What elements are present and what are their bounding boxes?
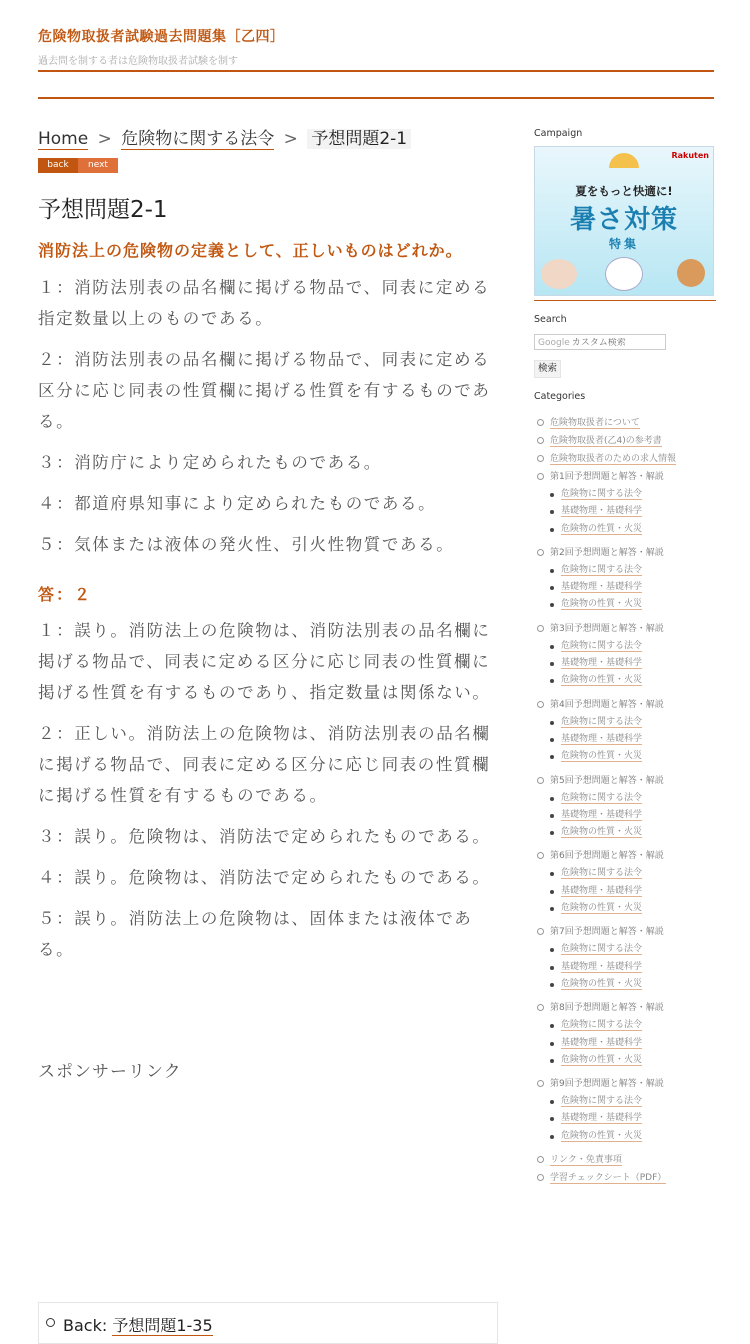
subcategory-list <box>550 1017 716 1069</box>
subcategory-item <box>550 638 716 655</box>
option-item: ５：気体または液体の発火性、引火性物質である。 <box>38 535 455 554</box>
list-bullet-icon <box>537 419 544 426</box>
bullet-icon <box>550 983 554 987</box>
category-link[interactable]: 第4回予想問題と解答・解説 <box>550 699 664 710</box>
category-label-row <box>550 1151 716 1169</box>
category-label-row <box>550 450 716 468</box>
subcategory-item <box>550 941 716 958</box>
bullet-icon <box>550 814 554 818</box>
bullet-icon <box>550 1135 554 1139</box>
banner-subhead: 特集 <box>608 237 639 251</box>
category-item <box>534 620 716 690</box>
subcategory-item <box>550 790 716 807</box>
category-link[interactable]: 第2回予想問題と解答・解説 <box>550 547 664 558</box>
category-item <box>534 696 716 766</box>
subcategory-link[interactable]: 危険物に関する法令 <box>561 564 643 575</box>
subcategory-link[interactable]: 危険物に関する法令 <box>561 944 643 955</box>
option-item: ３：消防庁により定められたものである。 <box>38 453 382 472</box>
bullet-icon <box>550 831 554 835</box>
option-item: １：消防法別表の品名欄に掲げる物品で、同表に定める指定数量以上のものである。 <box>38 278 491 328</box>
bullet-icon <box>550 1100 554 1104</box>
subcategory-item <box>550 1128 716 1145</box>
google-logo: Google <box>538 338 570 348</box>
category-label-row <box>550 1169 716 1187</box>
list-bullet-icon <box>537 777 544 784</box>
category-link[interactable]: 第6回予想問題と解答・解説 <box>550 851 664 862</box>
bullet-icon <box>550 603 554 607</box>
subcategory-link[interactable]: 基礎物理・基礎科学 <box>561 658 643 669</box>
post-navigation <box>38 1302 498 1344</box>
main-content <box>38 128 498 1082</box>
category-link[interactable]: 危険物取扱者について <box>550 418 640 428</box>
breadcrumb-separator: > <box>283 129 298 149</box>
list-bullet-icon <box>46 1318 55 1327</box>
list-bullet-icon <box>537 1174 544 1181</box>
option-item: ２：消防法別表の品名欄に掲げる物品で、同表に定める区分に応じ同表の性質欄に掲げる性質を有するものである。 <box>38 350 491 431</box>
subcategory-link[interactable]: 危険物に関する法令 <box>561 1020 643 1031</box>
list-bullet-icon <box>537 549 544 556</box>
category-list <box>534 414 716 1187</box>
bullet-icon <box>550 528 554 532</box>
categories-widget-title: Categories <box>534 391 586 402</box>
sidebar <box>534 128 716 1187</box>
subcategory-link[interactable]: 危険物に関する法令 <box>561 868 643 879</box>
bullet-icon <box>550 721 554 725</box>
list-bullet-icon <box>537 1004 544 1011</box>
bullet-icon <box>550 1059 554 1063</box>
search-widget-title: Search <box>534 314 567 325</box>
category-label-row <box>550 696 716 714</box>
bullet-icon <box>550 645 554 649</box>
list-bullet-icon <box>537 1156 544 1163</box>
breadcrumb-category-link[interactable]: 危険物に関する法令 <box>121 129 275 149</box>
category-label-row <box>550 999 716 1017</box>
subcategory-list <box>550 562 716 614</box>
bullet-icon <box>550 586 554 590</box>
subcategory-link[interactable]: 基礎物理・基礎科学 <box>561 582 643 593</box>
explanation-item: ３：誤り。危険物は、消防法で定められたものである。 <box>38 827 491 846</box>
subcategory-link[interactable]: 危険物の性質・火災 <box>561 1130 643 1141</box>
subcategory-item <box>550 976 716 993</box>
subcategory-link[interactable]: 危険物の性質・火災 <box>561 675 643 686</box>
category-label-row <box>550 414 716 432</box>
search-field[interactable] <box>534 334 666 350</box>
subcategory-list <box>550 865 716 917</box>
subcategory-item <box>550 883 716 900</box>
category-link[interactable]: 第1回予想問題と解答・解説 <box>550 472 664 482</box>
subcategory-link[interactable]: 危険物に関する法令 <box>561 1096 643 1107</box>
bullet-icon <box>550 872 554 876</box>
category-link[interactable]: 第3回予想問題と解答・解説 <box>550 623 664 634</box>
explanation-item: ５：誤り。消防法上の危険物は、固体または液体である。 <box>38 909 473 959</box>
subcategory-item <box>550 596 716 613</box>
post-title: 予想問題2-1 <box>38 197 168 223</box>
subcategory-item <box>550 1035 716 1052</box>
bullet-icon <box>550 797 554 801</box>
subcategory-list <box>550 1093 716 1145</box>
subcategory-item <box>550 1017 716 1034</box>
subcategory-link[interactable]: 基礎物理・基礎科学 <box>561 809 643 820</box>
bullet-icon <box>550 662 554 666</box>
bullet-icon <box>550 907 554 911</box>
subcategory-item <box>550 748 716 765</box>
subcategory-item <box>550 731 716 748</box>
bullet-icon <box>550 493 554 497</box>
subcategory-item <box>550 486 716 503</box>
bullet-icon <box>550 1117 554 1121</box>
category-link[interactable]: 学習チェックシート（PDF） <box>550 1173 667 1184</box>
subcategory-link[interactable]: 危険物の性質・火災 <box>561 751 643 762</box>
breadcrumb-separator: > <box>97 129 112 149</box>
category-label-row <box>550 468 716 486</box>
bullet-icon <box>550 738 554 742</box>
subcategory-item <box>550 959 716 976</box>
subcategory-link[interactable]: 危険物の性質・火災 <box>561 978 643 989</box>
category-item <box>534 1151 716 1169</box>
bullet-icon <box>550 890 554 894</box>
category-item <box>534 1169 716 1187</box>
list-bullet-icon <box>537 473 544 480</box>
category-item <box>534 847 716 917</box>
subcategory-link[interactable]: 危険物の性質・火災 <box>561 827 643 838</box>
category-label-row <box>550 923 716 941</box>
breadcrumb-home-link[interactable]: Home <box>38 129 89 149</box>
subcategory-item <box>550 807 716 824</box>
back-button[interactable]: back <box>38 158 78 173</box>
subcategory-link[interactable]: 危険物に関する法令 <box>561 640 643 651</box>
subcategory-link[interactable]: 危険物に関する法令 <box>561 489 643 499</box>
sun-icon <box>609 153 639 168</box>
subcategory-item <box>550 1093 716 1110</box>
bullet-icon <box>550 1024 554 1028</box>
bullet-icon <box>550 755 554 759</box>
category-label-row <box>550 432 716 450</box>
option-item: ４：都道府県知事により定められたものである。 <box>38 494 437 513</box>
subcategory-list <box>550 941 716 993</box>
explanation-item: ４：誤り。危険物は、消防法で定められたものである。 <box>38 868 491 887</box>
category-link[interactable]: 危険物取扱者のための求人情報 <box>550 454 677 464</box>
next-button[interactable]: next <box>78 158 118 173</box>
list-bullet-icon <box>537 625 544 632</box>
back-post-link[interactable]: 予想問題1-35 <box>112 1316 213 1335</box>
subcategory-item <box>550 1110 716 1127</box>
list-bullet-icon <box>537 852 544 859</box>
category-item <box>534 1075 716 1145</box>
category-item <box>534 468 716 538</box>
site-title[interactable]: 危険物取扱者試験過去問題集［乙四］ <box>38 29 285 45</box>
list-bullet-icon <box>537 1080 544 1087</box>
girl-illustration-icon <box>541 259 577 289</box>
list-bullet-icon <box>537 455 544 462</box>
category-link[interactable]: リンク・免責事項 <box>550 1155 622 1166</box>
back-post-nav <box>63 1313 213 1336</box>
breadcrumb-current: 予想問題2-1 <box>307 129 411 149</box>
category-link[interactable]: 第8回予想問題と解答・解説 <box>550 1003 664 1014</box>
subcategory-link[interactable]: 基礎物理・基礎科学 <box>561 506 643 517</box>
subcategory-item <box>550 503 716 520</box>
dog-photo-icon <box>677 259 705 287</box>
subcategory-item <box>550 714 716 731</box>
subcategory-item <box>550 824 716 841</box>
question-text: 消防法上の危険物の定義として、正しいものはどれか。 <box>38 241 463 260</box>
list-bullet-icon <box>537 437 544 444</box>
bullet-icon <box>550 948 554 952</box>
subcategory-link[interactable]: 危険物の性質・火災 <box>561 1054 643 1065</box>
subcategory-list <box>550 486 716 538</box>
category-link[interactable]: 第5回予想問題と解答・解説 <box>550 775 664 786</box>
subcategory-item <box>550 1052 716 1069</box>
category-item <box>534 544 716 614</box>
subcategory-link[interactable]: 基礎物理・基礎科学 <box>561 733 643 744</box>
category-label-row <box>550 620 716 638</box>
subcategory-list <box>550 790 716 842</box>
post-pager <box>38 158 498 173</box>
subcategory-link[interactable]: 危険物の性質・火災 <box>561 523 643 534</box>
campaign-widget-title: Campaign <box>534 128 583 139</box>
banner-tagline: 夏をもっと快適に! <box>575 184 673 198</box>
explanation-item: １：誤り。消防法上の危険物は、消防法別表の品名欄に掲げる物品で、同表に定める区分に応じ同表の性質欄に掲げる性質を有するものであり、指定数量は関係ない。 <box>38 621 491 702</box>
campaign-banner[interactable] <box>534 146 714 296</box>
explanation-item: ２：正しい。消防法上の危険物は、消防法別表の品名欄に掲げる物品で、同表に定める区分に応じ同表の性質欄に掲げる性質を有するものである。 <box>38 724 491 805</box>
subcategory-link[interactable]: 危険物の性質・火災 <box>561 903 643 914</box>
category-link[interactable]: 第7回予想問題と解答・解説 <box>550 927 664 938</box>
site-header <box>38 26 714 67</box>
search-input[interactable] <box>572 338 660 348</box>
campaign-divider <box>534 300 716 301</box>
bullet-icon <box>550 679 554 683</box>
breadcrumb <box>38 128 498 150</box>
category-link[interactable]: 危険物取扱者(乙4)の参考書 <box>550 436 662 446</box>
subcategory-link[interactable]: 危険物の性質・火災 <box>561 599 643 610</box>
subcategory-item <box>550 562 716 579</box>
category-label-row <box>550 544 716 562</box>
subcategory-link[interactable]: 危険物に関する法令 <box>561 792 643 803</box>
list-bullet-icon <box>537 928 544 935</box>
rakuten-logo: Rakuten <box>671 151 709 160</box>
category-label-row <box>550 772 716 790</box>
subcategory-link[interactable]: 基礎物理・基礎科学 <box>561 961 643 972</box>
subcategory-item <box>550 655 716 672</box>
subcategory-link[interactable]: 基礎物理・基礎科学 <box>561 885 643 896</box>
category-item <box>534 450 716 468</box>
site-description: 過去問を制する者は危険物取扱者試験を制す <box>38 56 238 67</box>
bear-illustration-icon <box>605 257 643 291</box>
bullet-icon <box>550 569 554 573</box>
subcategory-item <box>550 900 716 917</box>
category-link[interactable]: 第9回予想問題と解答・解説 <box>550 1079 664 1090</box>
category-item <box>534 432 716 450</box>
category-item <box>534 772 716 842</box>
banner-headline: 暑さ対策 <box>569 205 678 235</box>
bullet-icon <box>550 1042 554 1046</box>
category-item <box>534 999 716 1069</box>
bullet-icon <box>550 966 554 970</box>
subcategory-link[interactable]: 危険物に関する法令 <box>561 716 643 727</box>
search-button[interactable]: 検索 <box>534 360 561 378</box>
subcategory-item <box>550 521 716 538</box>
bullet-icon <box>550 510 554 514</box>
category-label-row <box>550 1075 716 1093</box>
answer-heading: 答：２ <box>38 585 93 604</box>
list-bullet-icon <box>537 701 544 708</box>
header-divider <box>38 70 714 72</box>
sponsor-label: スポンサーリンク <box>38 1062 182 1082</box>
category-item <box>534 414 716 432</box>
subcategory-link[interactable]: 基礎物理・基礎科学 <box>561 1037 643 1048</box>
category-item <box>534 923 716 993</box>
subcategory-list <box>550 638 716 690</box>
subcategory-item <box>550 579 716 596</box>
subcategory-link[interactable]: 基礎物理・基礎科学 <box>561 1113 643 1124</box>
category-label-row <box>550 847 716 865</box>
subcategory-item <box>550 865 716 882</box>
nav-divider <box>38 97 714 99</box>
subcategory-list <box>550 714 716 766</box>
subcategory-item <box>550 672 716 689</box>
back-prefix: Back: <box>63 1316 113 1335</box>
